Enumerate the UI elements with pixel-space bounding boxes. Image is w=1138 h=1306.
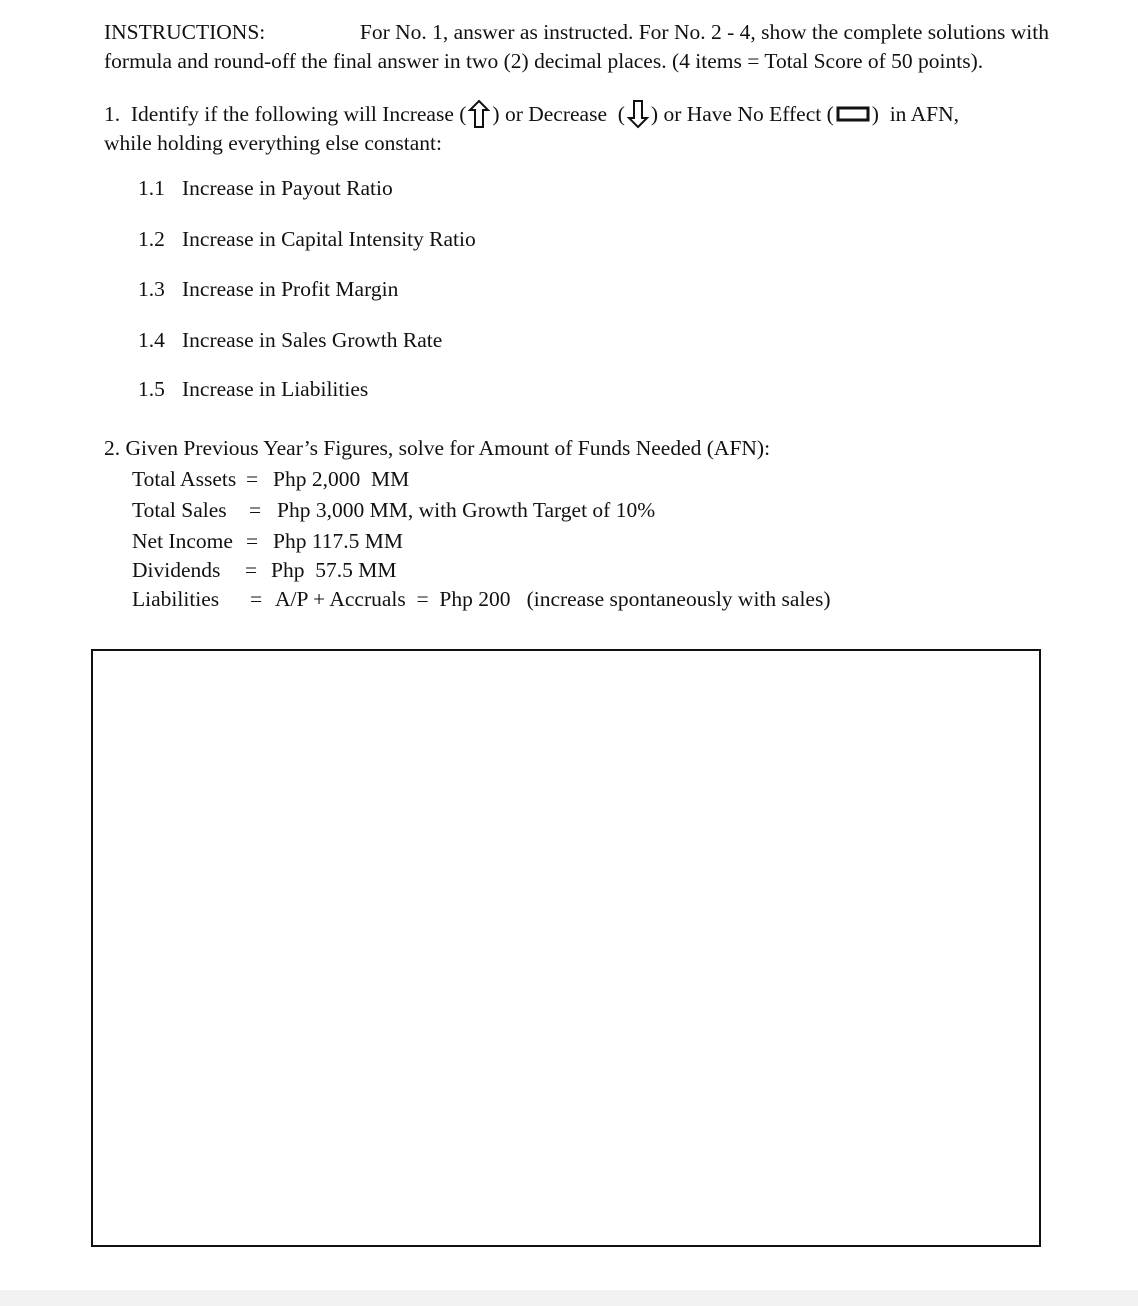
given-equals: = [246,529,259,553]
list-item [138,277,398,302]
given-label: Total Sales [132,498,227,522]
down-arrow-icon [627,99,649,129]
question-1-prompt [104,99,1044,129]
list-item [138,328,442,353]
list-item [138,227,476,252]
item-text: Increase in Sales Growth Rate [182,328,443,352]
item-number: 1.2 [138,227,165,251]
instructions-text-1: For No. 1, answer as instructed. For No. 2 - 4, show the complete solutions with [359,20,1049,44]
given-value: Php 2,000 MM [273,467,410,491]
instructions-heading: INSTRUCTIONS: [104,20,266,44]
answer-box[interactable] [91,649,1041,1247]
question-1-text-d: ) in AFN, [871,101,959,126]
list-item [138,377,368,402]
given-equals: = [245,558,258,582]
given-label: Liabilities [132,587,220,611]
given-value: Php 57.5 MM [271,558,397,582]
item-number: 1.1 [138,176,165,200]
item-number: 1.5 [138,377,165,401]
given-value: A/P + Accruals = Php 200 (increase spontaneously with sales) [275,587,831,611]
item-text: Increase in Liabilities [182,377,369,401]
page-bottom-margin [0,1290,1138,1306]
no-effect-rectangle-icon [836,103,870,125]
instructions-block [104,18,1049,76]
list-item [138,176,393,201]
given-equals: = [246,467,259,491]
item-number: 1.3 [138,277,165,301]
instructions-line-1 [104,18,1049,47]
question-2-prompt: 2. Given Previous Year’s Figures, solve for Amount of Funds Needed (AFN): [104,436,771,460]
item-number: 1.4 [138,328,165,352]
instructions-line-2: formula and round-off the final answer in two (2) decimal places. (4 items = Total Score of 50 points). [104,49,984,73]
question-1-prompt-line-2: while holding everything else constant: [104,131,442,155]
item-text: Increase in Capital Intensity Ratio [182,227,476,251]
given-equals: = [250,587,263,611]
given-value: Php 117.5 MM [273,529,404,553]
question-1-text-a: 1. Identify if the following will Increase ( [104,101,467,126]
given-label: Net Income [132,529,233,553]
given-label: Dividends [132,558,221,582]
given-value: Php 3,000 MM, with Growth Target of 10% [277,498,656,522]
question-1-text-b: ) or Decrease ( [492,101,625,126]
item-text: Increase in Profit Margin [182,277,399,301]
item-text: Increase in Payout Ratio [182,176,393,200]
given-equals: = [249,498,262,522]
question-1-text-c: ) or Have No Effect ( [650,101,834,126]
given-label: Total Assets [132,467,237,491]
question-1 [104,99,1044,158]
up-arrow-icon [468,99,490,129]
